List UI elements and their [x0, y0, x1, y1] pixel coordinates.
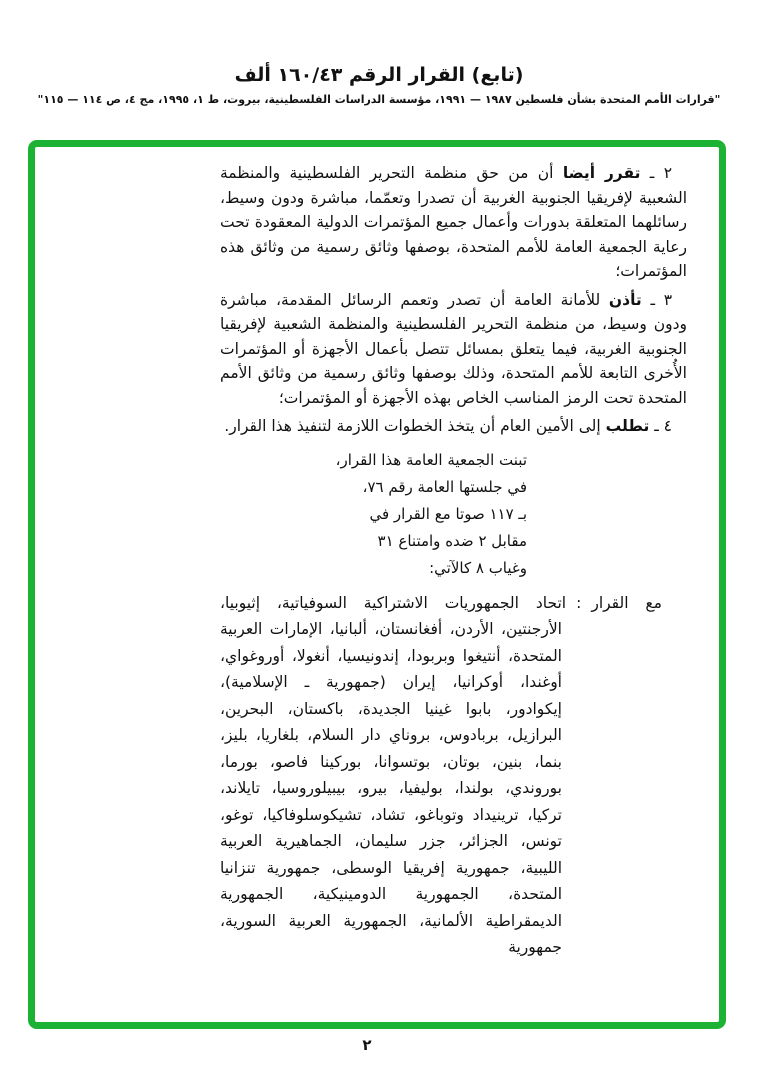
paragraph-text: للأمانة العامة أن تصدر وتعمم الرسائل المقدمة، مباشرة ودون وسيط، من منظمة التحرير الفلسطينية والمنظمة الشعبية لإفريقيا الجنوبية الغربية، فيما يتعلق بمسائل تتصل بأعمال الأجهزة أو المؤتمرات الأُخرى التابعة للأمم المتحدة، وذلك بوصفها وثائق رسمية من وثائق الأمم المتحدة تحت الرمز المناسب الخاص بهذه الأجهزة أو المؤتمرات؛: [220, 290, 687, 407]
paragraph-number: ٤ ـ: [654, 417, 672, 435]
adoption-note-line: وغياب ٨ كالآتي:: [429, 558, 527, 577]
paragraph-lead: تطلب: [605, 417, 650, 435]
vote-separator: :: [576, 593, 582, 612]
resolution-frame: [28, 140, 726, 1029]
vote-record: [220, 590, 687, 961]
resolution-text-column: [220, 161, 687, 961]
resolution-paragraph-3: [220, 288, 687, 411]
paragraph-lead: تأذن: [608, 290, 642, 309]
page-number: ٢: [362, 1036, 372, 1054]
adoption-note: [302, 447, 527, 582]
paragraph-number: ٢ ـ: [649, 164, 673, 182]
adoption-note-line: في جلستها العامة رقم ٧٦،: [362, 477, 527, 496]
paragraph-text: أن من حق منظمة التحرير الفلسطينية والمنظمة الشعبية لإفريقيا الجنوبية الغربية أن تصدرا وتعمّما، مباشرة ودون وسيط، رسائلهما المتعلقة بدورات وأعمال جميع المؤتمرات الدولية المعقودة تحت رعاية الجمعية العامة للأمم المتحدة، بوصفها وثائق رسمية من وثائق هذه المؤتمرات؛: [220, 164, 687, 280]
adoption-note-line: تبنت الجمعية العامة هذا القرار،: [335, 450, 527, 469]
paragraph-lead: تقرر أيضا: [562, 164, 641, 182]
page-footer: [0, 1036, 734, 1054]
adoption-note-line: بـ ١١٧ صوتا مع القرار في: [369, 504, 527, 523]
paragraph-text: إلى الأمين العام أن يتخذ الخطوات اللازمة لتنفيذ هذا القرار.: [224, 417, 601, 435]
adoption-note-line: مقابل ٢ ضده وامتناع ٣١: [377, 531, 527, 550]
paragraph-number: ٣ ـ: [650, 290, 673, 309]
resolution-paragraph-4: [220, 414, 687, 439]
resolution-title: (تابع) القرار الرقم ١٦٠/٤٣ ألف: [234, 64, 524, 86]
vote-label: مع القرار: [591, 593, 662, 612]
source-citation: "قرارات الأمم المتحدة بشأن فلسطين ١٩٨٧ — ١٩٩١، مؤسسة الدراسات الفلسطينية، بيروت، ط ١، ١٩٩٥، مج ٤، ص ١١٤ — ١١٥": [37, 93, 721, 106]
page-header: [0, 62, 758, 106]
resolution-paragraph-2: [220, 161, 687, 284]
vote-countries-list: اتحاد الجمهوريات الاشتراكية السوفياتية، إثيوبيا، الأرجنتين، الأردن، أفغانستان، ألبانيا، الإمارات العربية المتحدة، أنتيغوا وبربودا، إندونيسيا، أنغولا، أوروغواي، أوغندا، أوكرانيا، إيران (جمهورية ـ الإسلامية)، إيكوادور، بابوا غينيا الجديدة، باكستان، البحرين، البرازيل، بربادوس، بروناي دار السلام، بلغاريا، بليز، بنما، بنين، بوتان، بوتسوانا، بوركينا فاصو، بورما، بوروندي، بولندا، بوليفيا، بيرو، بيبيلوروسيا، تايلاند، تركيا، ترينيداد وتوباغو، تشاد، تشيكوسلوفاكيا، توغو، تونس، الجزائر، جزر سليمان، الجماهيرية العربية الليبية، جمهورية إفريقيا الوسطى، جمهورية تنزانيا المتحدة، الجمهورية الدومينيكية، الجمهورية الديمقراطية الألمانية، الجمهورية العربية السورية، جمهورية: [220, 593, 567, 956]
